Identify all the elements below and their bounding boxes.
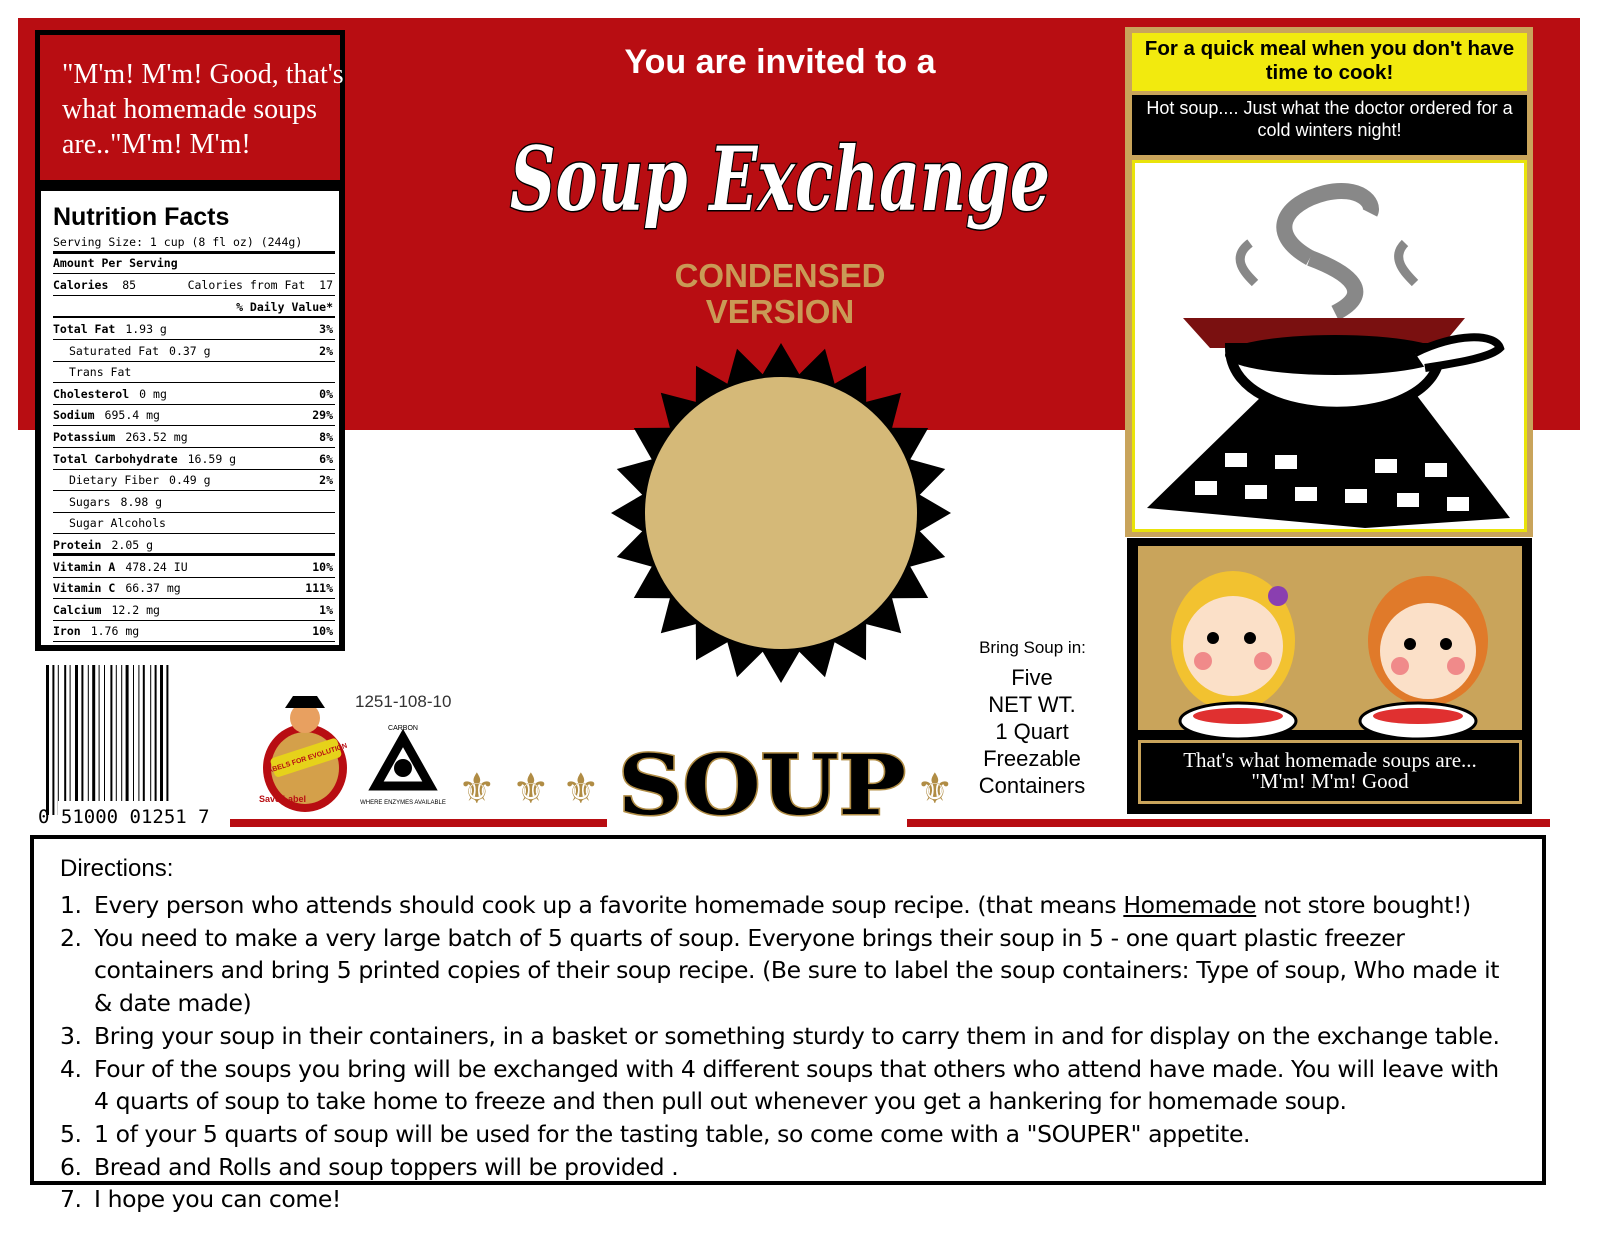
direction-emphasis: Homemade <box>1123 891 1257 919</box>
serving-size: Serving Size: 1 cup (8 fl oz) (244g) <box>53 235 303 249</box>
nutrient-label: Total Fat <box>53 322 116 336</box>
nutrient-label: Saturated Fat <box>69 343 160 358</box>
nutrition-row <box>53 599 335 621</box>
nutrient-label: Total Carbohydrate <box>53 451 178 466</box>
calories-label: Calories <box>53 278 109 292</box>
nutrient-label: Sugars <box>69 494 111 509</box>
daily-value-header: % Daily Value* <box>236 300 333 314</box>
bring-line: Containers <box>978 773 1086 798</box>
nutrition-row <box>53 318 335 340</box>
calories-fat-label: Calories from Fat <box>187 278 306 292</box>
condensed-version <box>640 258 920 330</box>
nutrition-row <box>53 340 335 362</box>
direction-text: You need to make a very large batch of 5 quarts of soup. Everyone brings their soup in 5 - one quart plastic freezer containers and bring 5 printed copies of their soup recipe. (Be sure to label the soup containers: Type of soup, Who made it & date made) <box>94 923 1500 1018</box>
mascot-logo <box>255 690 350 820</box>
nutrition-row <box>53 491 335 513</box>
nutrition-title: Nutrition Facts <box>53 203 230 231</box>
calories-fat-value: 17 <box>319 278 333 292</box>
direction-item <box>60 1151 1520 1184</box>
nutrient-daily-value: 29% <box>312 408 333 423</box>
nutrient-daily-value: 6% <box>319 451 333 466</box>
directions-box <box>30 835 1546 1214</box>
bring-soup-details <box>962 664 1102 799</box>
nutrient-value: 66.37 mg <box>125 581 181 596</box>
nutrient-label: Vitamin A <box>53 559 116 574</box>
fleur-icon: ⚜ <box>512 764 550 813</box>
nutrient-label: Sodium <box>53 408 95 423</box>
direction-item <box>60 922 1520 1020</box>
nutrient-daily-value: 10% <box>312 624 333 639</box>
bring-line: 1 Quart <box>995 719 1069 744</box>
nutrient-value: 0 mg <box>139 386 167 401</box>
direction-number: 1. <box>60 891 82 919</box>
product-code: 1251-108-10 <box>355 692 452 711</box>
nutrient-value: 478.24 IU <box>125 559 188 574</box>
nutrient-value: 8.98 g <box>120 494 163 509</box>
direction-item <box>60 1118 1520 1151</box>
nutrition-row <box>53 448 335 470</box>
quote-text: "M'm! M'm! Good, that's what homemade soups are.."M'm! M'm! <box>62 59 344 160</box>
quick-meal-banner: For a quick meal when you don't have time to cook! <box>1132 33 1527 91</box>
nutrient-value: 0.37 g <box>169 343 211 358</box>
bring-line: NET WT. <box>988 692 1076 717</box>
direction-item <box>60 1053 1520 1118</box>
nutrient-daily-value: 1% <box>319 602 333 617</box>
direction-number: 6. <box>60 1152 82 1181</box>
recycle-bottom-text: WHERE ENZYMES AVAILABLE <box>360 800 446 806</box>
nutrition-row <box>53 426 335 448</box>
nutrient-value: 263.52 mg <box>125 430 188 444</box>
fleur-icon: ⚜ <box>562 764 600 813</box>
nutrition-row <box>53 361 335 383</box>
nutrition-row <box>53 469 335 491</box>
directions-title: Directions: <box>60 855 174 882</box>
direction-number: 2. <box>60 923 82 952</box>
direction-text-end: not store bought!) <box>1256 891 1471 919</box>
nutrient-daily-value: 0% <box>319 386 333 401</box>
nutrient-daily-value: 111% <box>305 581 333 596</box>
nutrient-daily-value: 3% <box>319 322 333 336</box>
nutrient-label: Calcium <box>53 602 102 617</box>
nutrient-daily-value: 2% <box>319 473 333 488</box>
fleur-icon: ⚜ <box>458 764 496 813</box>
condensed-line2: VERSION <box>705 293 855 330</box>
condensed-line1: CONDENSED <box>674 257 886 294</box>
invite-heading: You are invited to a <box>624 43 936 81</box>
nutrient-value: 2.05 g <box>111 538 154 552</box>
nutrition-row <box>53 556 335 578</box>
nutrient-value: 695.4 mg <box>104 408 160 423</box>
nutrient-value: 0.49 g <box>169 473 211 488</box>
kids-illustration <box>1138 546 1522 730</box>
direction-number: 7. <box>60 1185 82 1214</box>
nutrient-value: 12.2 mg <box>111 602 160 617</box>
nutrition-row <box>53 383 335 405</box>
mascot-label: LABELS FOR EVOLUTION <box>262 742 349 777</box>
save-label: Save Label <box>259 794 307 804</box>
direction-text: I hope you can come! <box>94 1185 341 1214</box>
nutrient-value: 1.76 mg <box>90 624 140 639</box>
red-rule <box>907 819 1550 827</box>
direction-item <box>60 1020 1520 1053</box>
kids-caption-line1: That's what homemade soups are... <box>1183 748 1477 772</box>
fleur-icon: ⚜ <box>916 764 954 813</box>
amount-per-serving: Amount Per Serving <box>53 256 178 270</box>
amount-per-serving-row <box>53 252 335 274</box>
nutrition-row <box>53 534 335 556</box>
direction-number: 3. <box>60 1021 82 1050</box>
bring-line: Five <box>1011 665 1053 690</box>
nutrition-facts-panel <box>35 185 345 651</box>
soup-wordmark <box>612 738 912 834</box>
svg-text:SOUP: SOUP <box>618 738 906 834</box>
bring-soup-label: Bring Soup in: <box>979 638 1086 657</box>
bring-line: Freezable <box>983 746 1081 771</box>
barcode <box>38 665 223 830</box>
nutrient-label: Dietary Fiber <box>69 473 160 488</box>
direction-item <box>60 889 1520 922</box>
nutrient-value: 16.59 g <box>187 451 237 466</box>
red-rule <box>230 819 607 827</box>
nutrient-daily-value: 10% <box>312 559 333 574</box>
nutrient-label: Protein <box>53 538 102 552</box>
directions-list <box>60 889 1520 1216</box>
direction-text: 1 of your 5 quarts of soup will be used for the tasting table, so come come with a "SOUPER" appetite. <box>94 1119 1251 1148</box>
direction-text: Bring your soup in their containers, in a basket or something sturdy to carry them in and for display on the exchange table. <box>94 1021 1500 1050</box>
calories-value: 85 <box>122 278 137 292</box>
svg-text:Soup Exchange: Soup Exchange <box>510 127 1050 231</box>
soup-bowl-icon <box>1135 163 1524 529</box>
kids-caption-line2: "M'm! M'm! Good <box>1251 769 1409 793</box>
barcode-number: 0 51000 01251 7 <box>38 806 210 828</box>
direction-number: 5. <box>60 1119 82 1148</box>
nutrient-value: 1.93 g <box>125 322 167 336</box>
nutrient-label: Iron <box>53 624 81 639</box>
direction-item <box>60 1183 1520 1216</box>
calories-row <box>53 274 335 296</box>
soup-exchange-title <box>480 70 1080 270</box>
hot-soup-banner: Hot soup.... Just what the doctor ordered for a cold winters night! <box>1132 95 1527 155</box>
nutrient-label: Vitamin C <box>53 581 116 596</box>
nutrition-row <box>53 577 335 599</box>
recycle-icon <box>360 720 446 815</box>
kids-eating-icon <box>1138 546 1522 730</box>
direction-number: 4. <box>60 1054 82 1083</box>
recycle-top-text: CARBON <box>388 725 418 732</box>
nutrient-label: Trans Fat <box>69 365 132 380</box>
gold-seal <box>610 342 952 684</box>
nutrition-row <box>53 512 335 534</box>
direction-text: Four of the soups you bring will be exchanged with 4 different soups that others who attend have made. You will leave with 4 quarts of soup to take home to freeze and then pull out whenever you get a hankering for homemade soup. <box>94 1054 1499 1116</box>
nutrient-label: Sugar Alcohols <box>69 516 166 531</box>
nutrition-row <box>53 620 335 642</box>
direction-text: Every person who attends should cook up a favorite homemade soup recipe. (that means <box>94 891 1124 919</box>
nutrient-daily-value: 2% <box>319 343 333 358</box>
direction-text: Bread and Rolls and soup toppers will be provided . <box>94 1152 679 1181</box>
soup-bowl-illustration <box>1132 160 1527 532</box>
nutrient-label: Cholesterol <box>53 386 130 401</box>
nutrient-daily-value: 8% <box>319 430 333 444</box>
nutrient-label: Potassium <box>53 430 116 444</box>
nutrition-row <box>53 404 335 426</box>
kids-caption <box>1138 740 1522 804</box>
quote-box <box>35 30 345 185</box>
daily-value-row <box>53 296 335 318</box>
